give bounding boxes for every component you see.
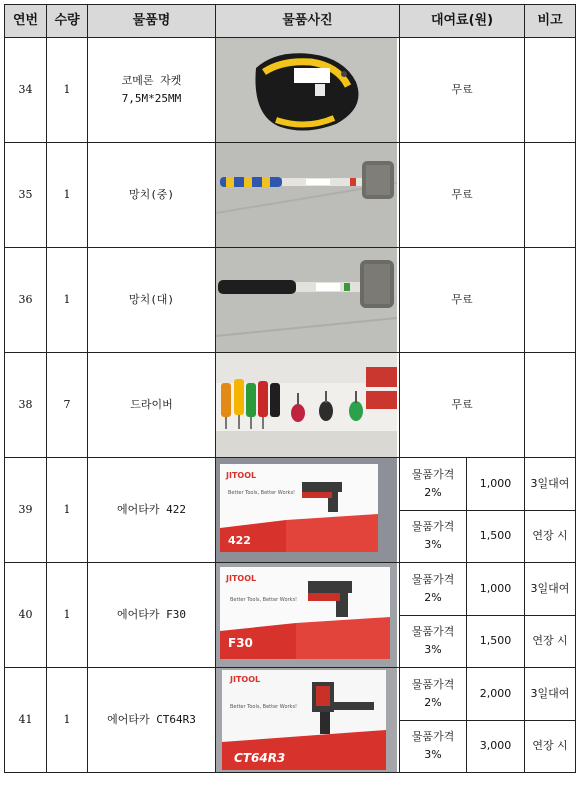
row-qty: 1 <box>47 248 88 353</box>
tier-note: 3일대여 <box>525 668 576 721</box>
row-photo <box>216 353 400 458</box>
tier-label: 물품가격 <box>411 520 455 534</box>
tier-note: 3일대여 <box>525 563 576 616</box>
tier-pct-cell <box>400 720 467 773</box>
rental-table <box>4 4 576 773</box>
row-name: 에어타카 422 <box>88 458 216 563</box>
row-photo <box>216 143 400 248</box>
box-slogan: Better Tools, Better Works! <box>230 597 298 603</box>
header-fee: 대여료(원) <box>400 5 525 38</box>
row-name: 드라이버 <box>88 353 216 458</box>
tier-note: 연장 시 <box>525 510 576 563</box>
header-note: 비고 <box>525 5 576 38</box>
box-slogan: Better Tools, Better Works! <box>230 704 298 710</box>
row-fee: 무료 <box>400 38 525 143</box>
tier-note: 3일대여 <box>525 458 576 511</box>
header-qty: 수량 <box>47 5 88 38</box>
header-photo: 물품사진 <box>216 5 400 38</box>
header-name: 물품명 <box>88 5 216 38</box>
row-photo <box>216 38 400 143</box>
row-name <box>88 38 216 143</box>
row-no: 40 <box>5 563 47 668</box>
row-name-line1: 코메론 자켓 <box>121 74 182 87</box>
tier-label: 물품가격 <box>411 625 455 639</box>
box-brand: JITOOL <box>226 471 257 480</box>
air-nailer-box-photo <box>216 563 397 667</box>
row-no: 41 <box>5 668 47 773</box>
row-fee: 무료 <box>400 248 525 353</box>
row-fee: 무료 <box>400 143 525 248</box>
tier-pct-cell <box>400 458 467 511</box>
row-fee: 무료 <box>400 353 525 458</box>
tier-label: 물품가격 <box>411 572 455 586</box>
sledgehammer-photo <box>216 248 397 352</box>
screwdrivers-photo <box>216 353 397 457</box>
row-no: 35 <box>5 143 47 248</box>
table-header-row <box>5 5 576 38</box>
box-brand: JITOOL <box>226 574 257 583</box>
tier-pct-cell <box>400 615 467 668</box>
row-qty: 1 <box>47 38 88 143</box>
header-no: 연번 <box>5 5 47 38</box>
row-name: 에어타카 CT64R3 <box>88 668 216 773</box>
table-row <box>5 143 576 248</box>
row-name: 에어타카 F30 <box>88 563 216 668</box>
box-brand: JITOOL <box>230 675 261 684</box>
row-name: 망치(대) <box>88 248 216 353</box>
tier-amount: 3,000 <box>467 720 525 773</box>
row-no: 36 <box>5 248 47 353</box>
row-photo <box>216 248 400 353</box>
row-qty: 1 <box>47 143 88 248</box>
row-photo <box>216 458 400 563</box>
table-row <box>5 38 576 143</box>
tape-measure-photo <box>216 38 397 142</box>
table-row <box>5 248 576 353</box>
row-photo <box>216 668 400 773</box>
hammer-photo <box>216 143 397 247</box>
row-note <box>525 353 576 458</box>
row-qty: 1 <box>47 563 88 668</box>
tier-note: 연장 시 <box>525 615 576 668</box>
tier-pct-cell <box>400 563 467 616</box>
table-row <box>5 458 576 511</box>
tier-pct: 3% <box>424 748 442 762</box>
tier-pct-cell <box>400 510 467 563</box>
row-photo <box>216 563 400 668</box>
tier-pct-cell <box>400 668 467 721</box>
row-note <box>525 248 576 353</box>
tier-label: 물품가격 <box>411 467 455 481</box>
row-qty: 1 <box>47 458 88 563</box>
box-slogan: Better Tools, Better Works! <box>228 490 296 496</box>
tier-pct: 2% <box>424 485 442 499</box>
tier-pct: 3% <box>424 538 442 552</box>
air-nailer-box-photo <box>216 668 397 772</box>
row-note <box>525 38 576 143</box>
tier-pct: 3% <box>424 643 442 657</box>
table-row <box>5 353 576 458</box>
table-row <box>5 668 576 721</box>
row-name: 망치(중) <box>88 143 216 248</box>
tier-note: 연장 시 <box>525 720 576 773</box>
row-qty: 7 <box>47 353 88 458</box>
row-no: 39 <box>5 458 47 563</box>
tier-amount: 1,500 <box>467 510 525 563</box>
tier-amount: 1,000 <box>467 458 525 511</box>
tier-amount: 2,000 <box>467 668 525 721</box>
tier-label: 물품가격 <box>411 677 455 691</box>
row-note <box>525 143 576 248</box>
row-name-line2: 7,5M*25MM <box>121 92 182 105</box>
box-model: F30 <box>228 636 253 650</box>
tier-amount: 1,500 <box>467 615 525 668</box>
row-no: 38 <box>5 353 47 458</box>
tier-label: 물품가격 <box>411 730 455 744</box>
row-qty: 1 <box>47 668 88 773</box>
tier-pct: 2% <box>424 590 442 604</box>
row-no: 34 <box>5 38 47 143</box>
box-model: 422 <box>228 534 251 547</box>
air-nailer-box-photo <box>216 458 397 562</box>
tier-pct: 2% <box>424 695 442 709</box>
tier-amount: 1,000 <box>467 563 525 616</box>
table-row <box>5 563 576 616</box>
box-model: CT64R3 <box>234 751 286 765</box>
